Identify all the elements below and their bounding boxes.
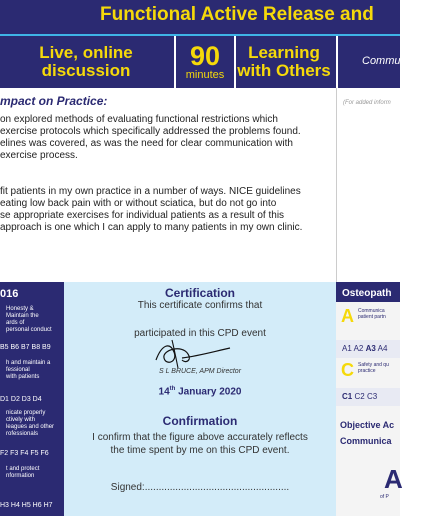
standards-year: 016 [0, 288, 19, 300]
confirmation-line-1: I confirm that the figure above accurately reflects [92, 432, 308, 443]
standard-text: fessional [6, 367, 30, 373]
theme-a-box [336, 302, 400, 340]
confirmation-line-2: the time spent by me on this CPD event. [110, 445, 290, 456]
side-note-hint: (For added inform [343, 100, 391, 106]
objective-line-2: Communica [340, 436, 392, 446]
course-title: Functional Active Release and [100, 4, 374, 25]
theme-a-letter: A [341, 306, 354, 326]
standard-text: Maintain the [6, 313, 39, 319]
standard-block-d [6, 360, 64, 381]
objective-line-1: Objective Ac [340, 420, 395, 430]
standard-text: personal conduct [6, 327, 52, 333]
signature-field[interactable]: Signed:.................................................... [110, 482, 290, 493]
certification-title: Certification [164, 286, 235, 300]
standard-codes-b: B5 B6 B7 B8 B9 [0, 344, 51, 351]
date-rest: January 2020 [175, 386, 242, 398]
standard-text: with patients [6, 374, 40, 380]
logo-mark: A [384, 464, 403, 494]
certification-date [64, 386, 336, 397]
signatory-name: S L BRUCE, APM Director [158, 368, 242, 375]
impact-line: se appropriate exercises for individual patients as a result of this [0, 210, 285, 221]
format-line-1: Live, online [39, 43, 133, 63]
confirmation-title: Confirmation [162, 414, 238, 428]
director-signature [152, 338, 232, 370]
impact-section [0, 88, 336, 282]
date-day: 14 [158, 386, 170, 398]
format-line-2: discussion [41, 61, 131, 80]
date-suffix: th [169, 386, 176, 392]
logo-tagline: of P [380, 494, 389, 500]
learning-line-2: with Others [237, 61, 331, 80]
impact-line: fit patients in my own practice in a number of ways. NICE guidelines [0, 186, 301, 197]
theme-a-codes [342, 344, 387, 353]
code-a4: A4 [377, 344, 388, 353]
code-a1: A1 [342, 344, 352, 353]
impact-line: elines was covered, as was the need for clear communication with [0, 138, 293, 149]
code-a3: A3 [365, 344, 376, 353]
duration-box [174, 36, 236, 88]
osteopathic-title: Osteopath [342, 288, 392, 299]
certification-line-1: This certificate confirms that [137, 300, 263, 311]
theme-c-box [336, 358, 400, 388]
side-notes-area[interactable] [336, 88, 400, 282]
theme-c-codes-row [336, 388, 400, 406]
impact-line: eating low back pain with or without sciatica, but do not go into [0, 198, 277, 209]
standard-codes-h: H3 H4 H5 H6 H7 [0, 502, 53, 509]
standard-text: h and maintain a [6, 360, 51, 366]
theme-a-codes-row [336, 340, 400, 358]
communication-label: Commu [362, 55, 401, 68]
objective-box [336, 406, 400, 516]
standard-block-b [6, 306, 64, 334]
standard-text: nicate properly [6, 410, 46, 416]
standards-panel [0, 282, 64, 516]
duration-number: 90 [189, 41, 221, 72]
learning-type-label [232, 36, 336, 88]
code-c3: C3 [366, 392, 378, 401]
theme-a-text-line: patient partn [358, 314, 386, 320]
theme-a-text [358, 308, 386, 320]
standard-text: leagues and other [6, 424, 55, 430]
certification-line-2: participated in this CPD event [134, 328, 266, 339]
theme-c-text-line: practice [358, 368, 376, 374]
impact-line: approach is one which I can apply to many patients in my own clinic. [0, 222, 303, 233]
impact-line: on explored methods of evaluating functional restrictions which [0, 114, 278, 125]
standard-text: rofessionals [6, 431, 39, 437]
standard-text: ards of [6, 320, 25, 326]
title-bar [0, 0, 400, 34]
standard-codes-f: F2 F3 F4 F5 F6 [0, 450, 49, 457]
learning-line-1: Learning [248, 43, 320, 63]
format-label [0, 36, 172, 88]
code-a2: A2 [353, 344, 364, 353]
theme-c-text [358, 362, 389, 374]
theme-a-text-line: Communica [358, 308, 385, 314]
standard-text: nformation [6, 473, 35, 479]
code-c1: C1 [342, 392, 353, 401]
code-c2: C2 [354, 392, 365, 401]
communication-heading [336, 36, 426, 88]
theme-c-letter: C [341, 360, 354, 380]
standard-block-h [6, 466, 64, 480]
header-row [0, 36, 400, 88]
osteopathic-panel [336, 282, 403, 516]
theme-c-text-line: Safety and qu [358, 362, 389, 368]
standard-codes-d: D1 D2 D3 D4 [0, 396, 42, 403]
impact-title: mpact on Practice: [0, 94, 108, 108]
standard-text: Honesty & [6, 306, 34, 312]
theme-c-codes [342, 392, 377, 401]
impact-line: exercise protocols which specifically addressed the problems found. [0, 126, 301, 137]
certification-panel [64, 282, 336, 516]
standard-text: ctively with [6, 417, 36, 423]
duration-unit: minutes [185, 69, 225, 82]
standard-text: t and protect [6, 466, 40, 472]
impact-line: exercise process. [0, 150, 78, 161]
standard-block-f [6, 410, 64, 438]
